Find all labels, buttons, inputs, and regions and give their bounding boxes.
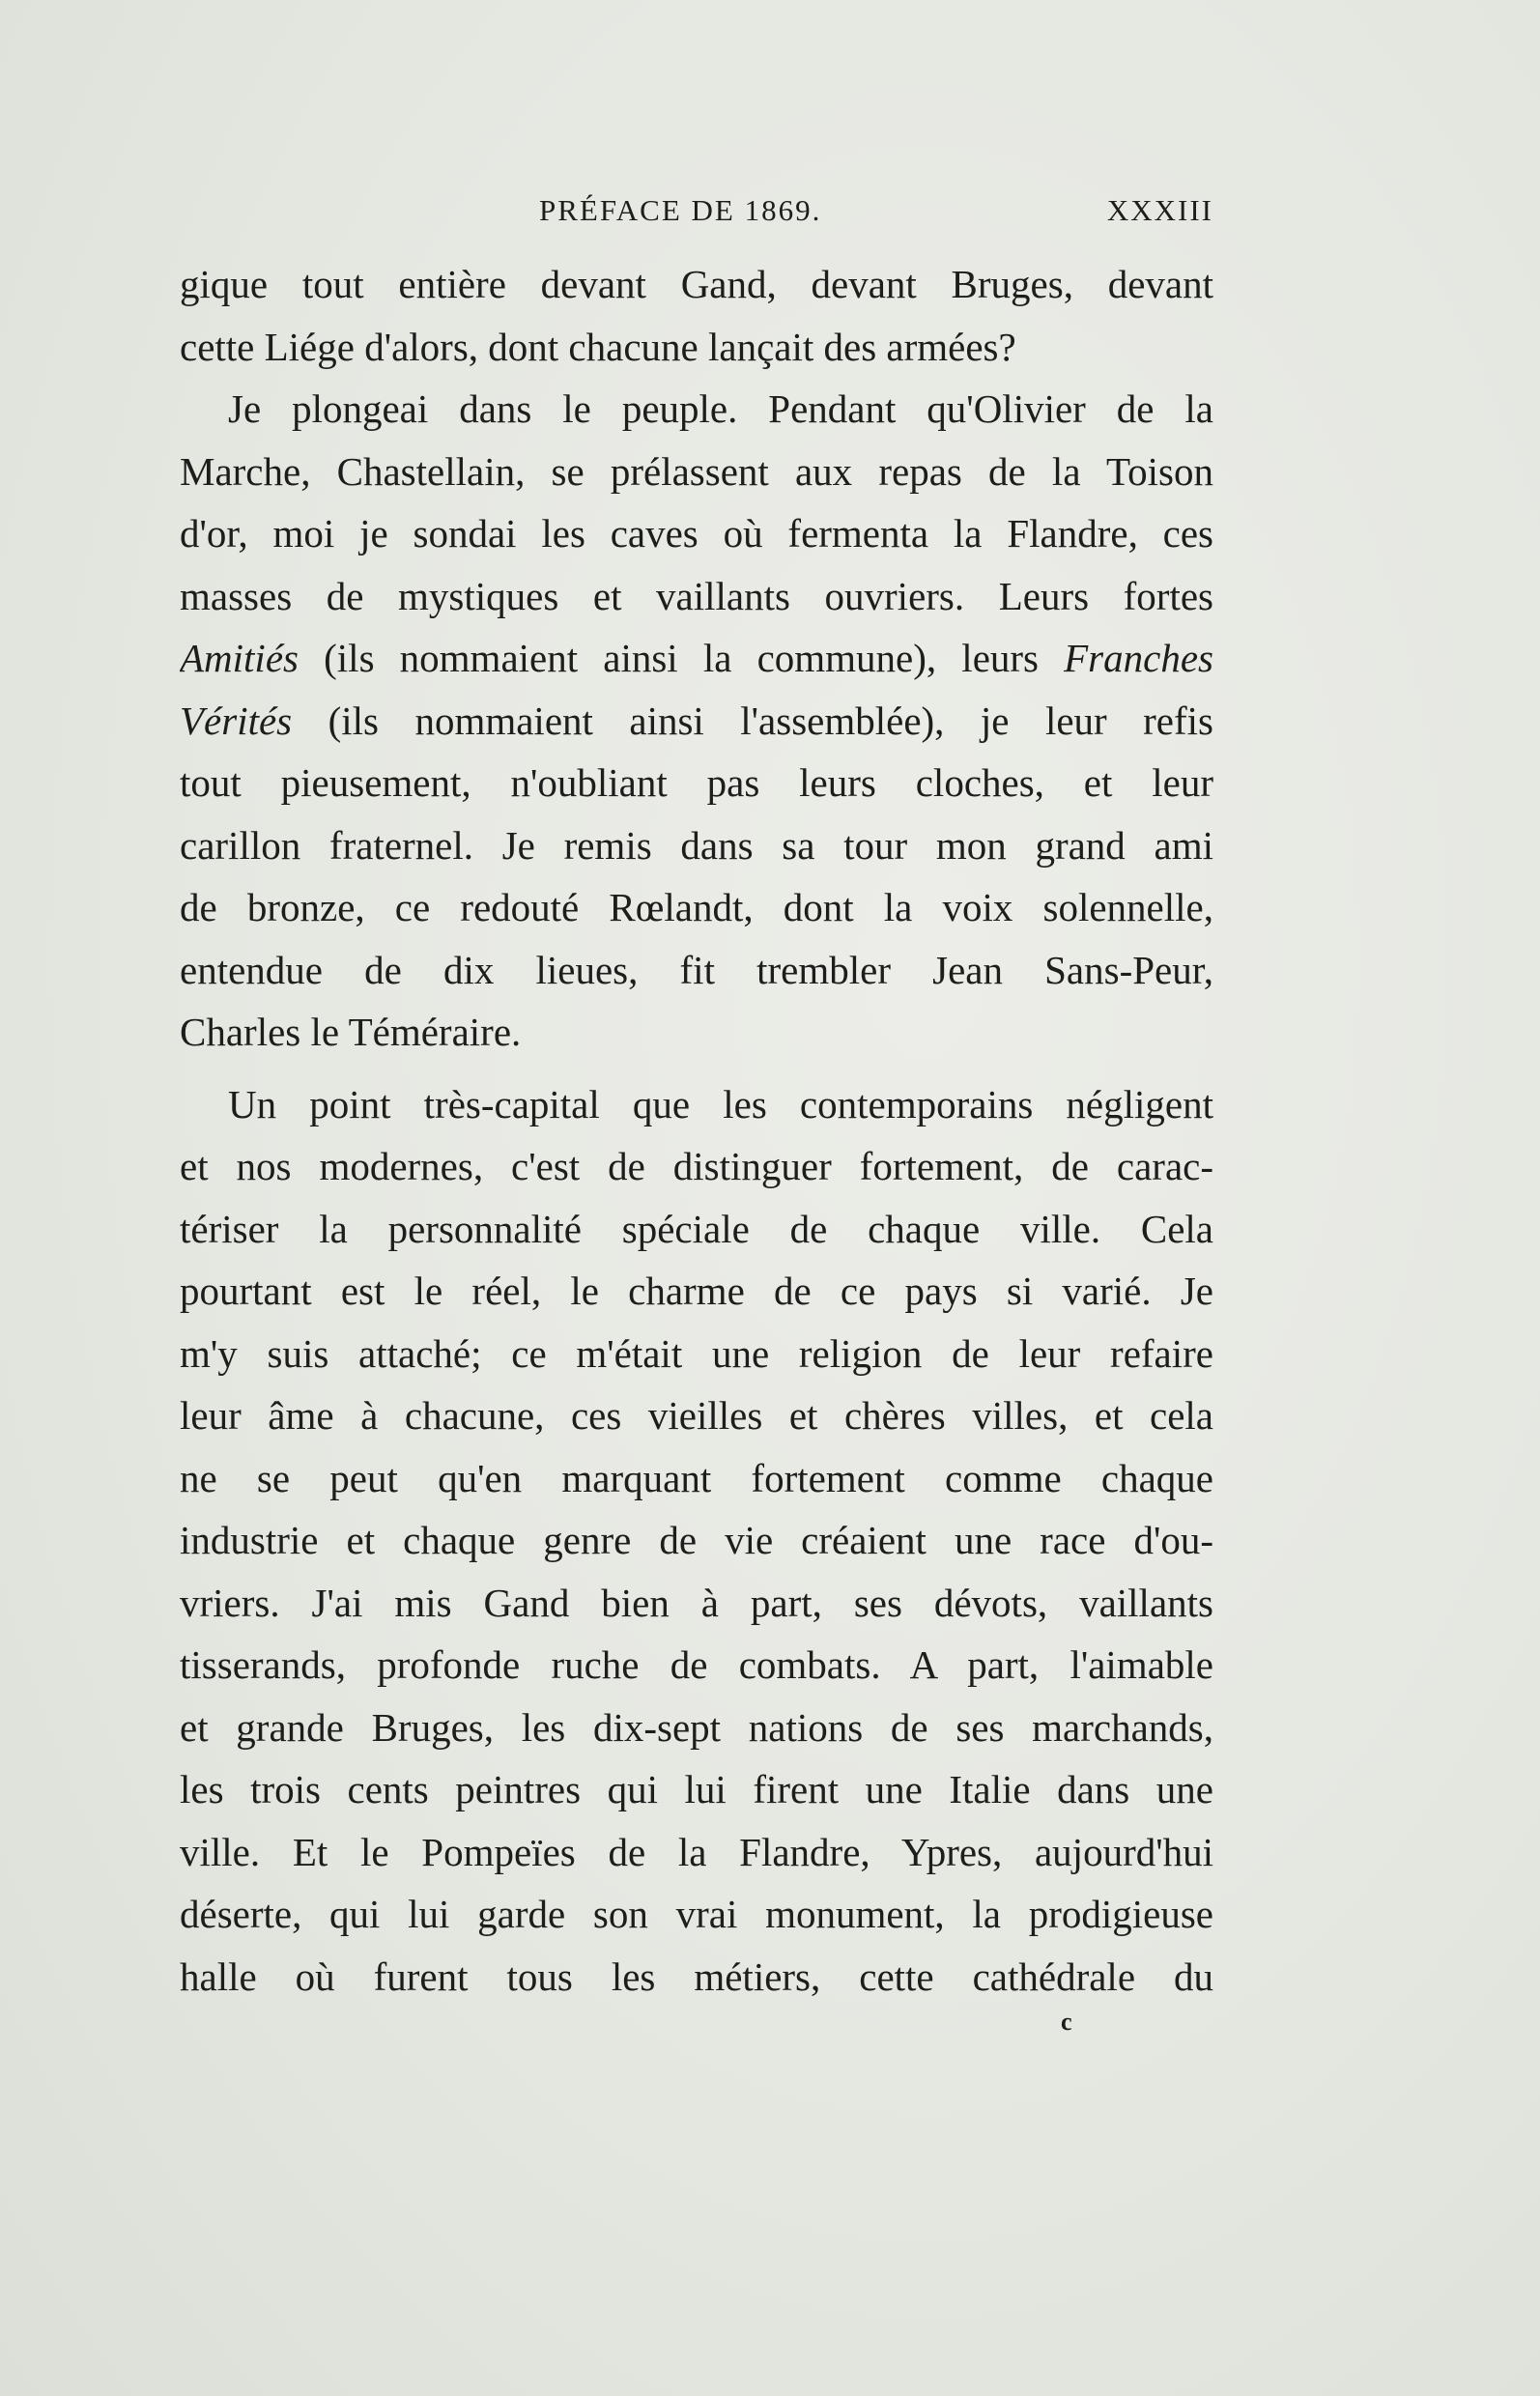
- text-line: m'y suis attaché; ce m'était une religion de leur refaire: [180, 1330, 1213, 1376]
- text-line: tériser la personnalité spéciale de chaque ville. Cela: [180, 1206, 1213, 1251]
- text-line: Je plongeai dans le peuple. Pendant qu'Olivier de la: [228, 386, 1213, 431]
- page-number: XXXIII: [1106, 193, 1213, 227]
- text-line: tout pieusement, n'oubliant pas leurs cloches, et leur: [180, 760, 1213, 805]
- text-line: entendue de dix lieues, fit trembler Jean Sans-Peur,: [180, 947, 1213, 992]
- text-line: Amitiés (ils nommaient ainsi la commune), leurs Franches: [180, 636, 1213, 680]
- text-line: tisserands, profonde ruche de combats. A part, l'aimable: [180, 1642, 1213, 1687]
- text-line: industrie et chaque genre de vie créaient une race d'ou-: [180, 1518, 1213, 1562]
- text-line: de bronze, ce redouté Rœlandt, dont la voix solennelle,: [180, 885, 1213, 929]
- signature-mark: c: [1061, 2008, 1072, 2036]
- text-line: et nos modernes, c'est de distinguer fortement, de carac-: [180, 1144, 1213, 1188]
- page-header: [180, 193, 1213, 242]
- text-line: carillon fraternel. Je remis dans sa tour mon grand ami: [180, 822, 1213, 868]
- running-head: PRÉFACE DE 1869.: [539, 193, 822, 227]
- text-line: vriers. J'ai mis Gand bien à part, ses dévots, vaillants: [180, 1580, 1213, 1625]
- text-line: masses de mystiques et vaillants ouvriers. Leurs fortes: [180, 573, 1213, 618]
- body-text: [180, 253, 1213, 2008]
- text-line: Vérités (ils nommaient ainsi l'assemblée), je leur refis: [180, 698, 1213, 743]
- text-line: pourtant est le réel, le charme de ce pays si varié. Je: [180, 1269, 1213, 1313]
- text-line: d'or, moi je sondai les caves où fermenta la Flandre, ces: [180, 511, 1213, 556]
- text-line: leur âme à chacune, ces vieilles et chères villes, et cela: [180, 1393, 1213, 1438]
- text-line: et grande Bruges, les dix-sept nations de ses marchands,: [180, 1704, 1213, 1750]
- text-line: Charles le Téméraire.: [180, 1010, 522, 1054]
- text-line: Marche, Chastellain, se prélassent aux repas de la Toison: [180, 448, 1213, 494]
- text-line: Un point très-capital que les contemporains négligent: [228, 1081, 1213, 1127]
- text-line: gique tout entière devant Gand, devant Bruges, devant: [180, 262, 1213, 306]
- text-line: déserte, qui lui garde son vrai monument, la prodigieuse: [180, 1892, 1213, 1936]
- text-line: halle où furent tous les métiers, cette cathédrale du: [180, 1954, 1213, 1999]
- text-line: les trois cents peintres qui lui firent une Italie dans une: [180, 1767, 1213, 1811]
- text-line: cette Liége d'alors, dont chacune lançait des armées?: [180, 324, 1016, 369]
- text-line: ne se peut qu'en marquant fortement comme chaque: [180, 1455, 1213, 1500]
- text-line: ville. Et le Pompeïes de la Flandre, Ypres, aujourd'hui: [180, 1829, 1213, 1874]
